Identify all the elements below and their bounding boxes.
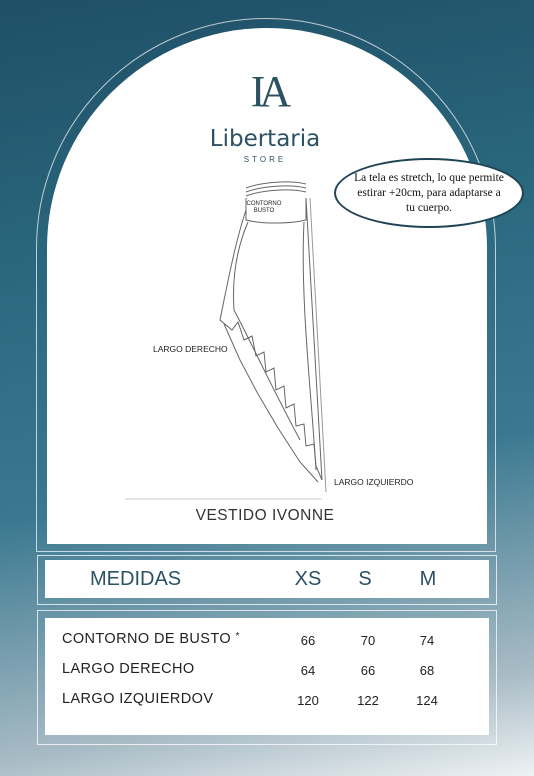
brand-logo-mark: IA [250,67,286,116]
row-label-right-length: LARGO DERECHO [62,661,195,677]
table-cell: 66 [360,663,376,678]
size-header-s: S [358,568,372,590]
table-cell: 64 [300,663,316,678]
brand-subtitle: STORE [243,155,287,164]
table-cell: 70 [360,633,376,648]
size-header-xs: XS [294,568,322,590]
table-cell: 68 [419,663,435,678]
fabric-note-text: La tela es stretch, lo que permite estirar +20cm, para adaptarse a tu cuerpo. [354,171,504,214]
row-label-left-length: LARGO IZQUIERDOV [62,691,214,707]
footnote-mark: * [235,631,240,642]
size-header-m: M [419,568,437,590]
fabric-note-bubble [334,158,524,228]
row-label-bust [62,631,240,647]
table-cell: 124 [416,693,438,708]
table-cell: 122 [357,693,379,708]
table-cell: 74 [419,633,435,648]
table-cell: 66 [300,633,316,648]
table-title: MEDIDAS [90,568,182,590]
brand-name: Libertaria [209,126,321,152]
row-label-text: CONTORNO DE BUSTO [62,631,232,647]
right-length-label: LARGO DERECHO [153,344,228,354]
bust-label: CONTORNO BUSTO [246,201,282,214]
left-length-label: LARGO IZQUIERDO [334,477,414,487]
table-cell: 120 [297,693,319,708]
product-name: VESTIDO IVONNE [195,507,335,524]
